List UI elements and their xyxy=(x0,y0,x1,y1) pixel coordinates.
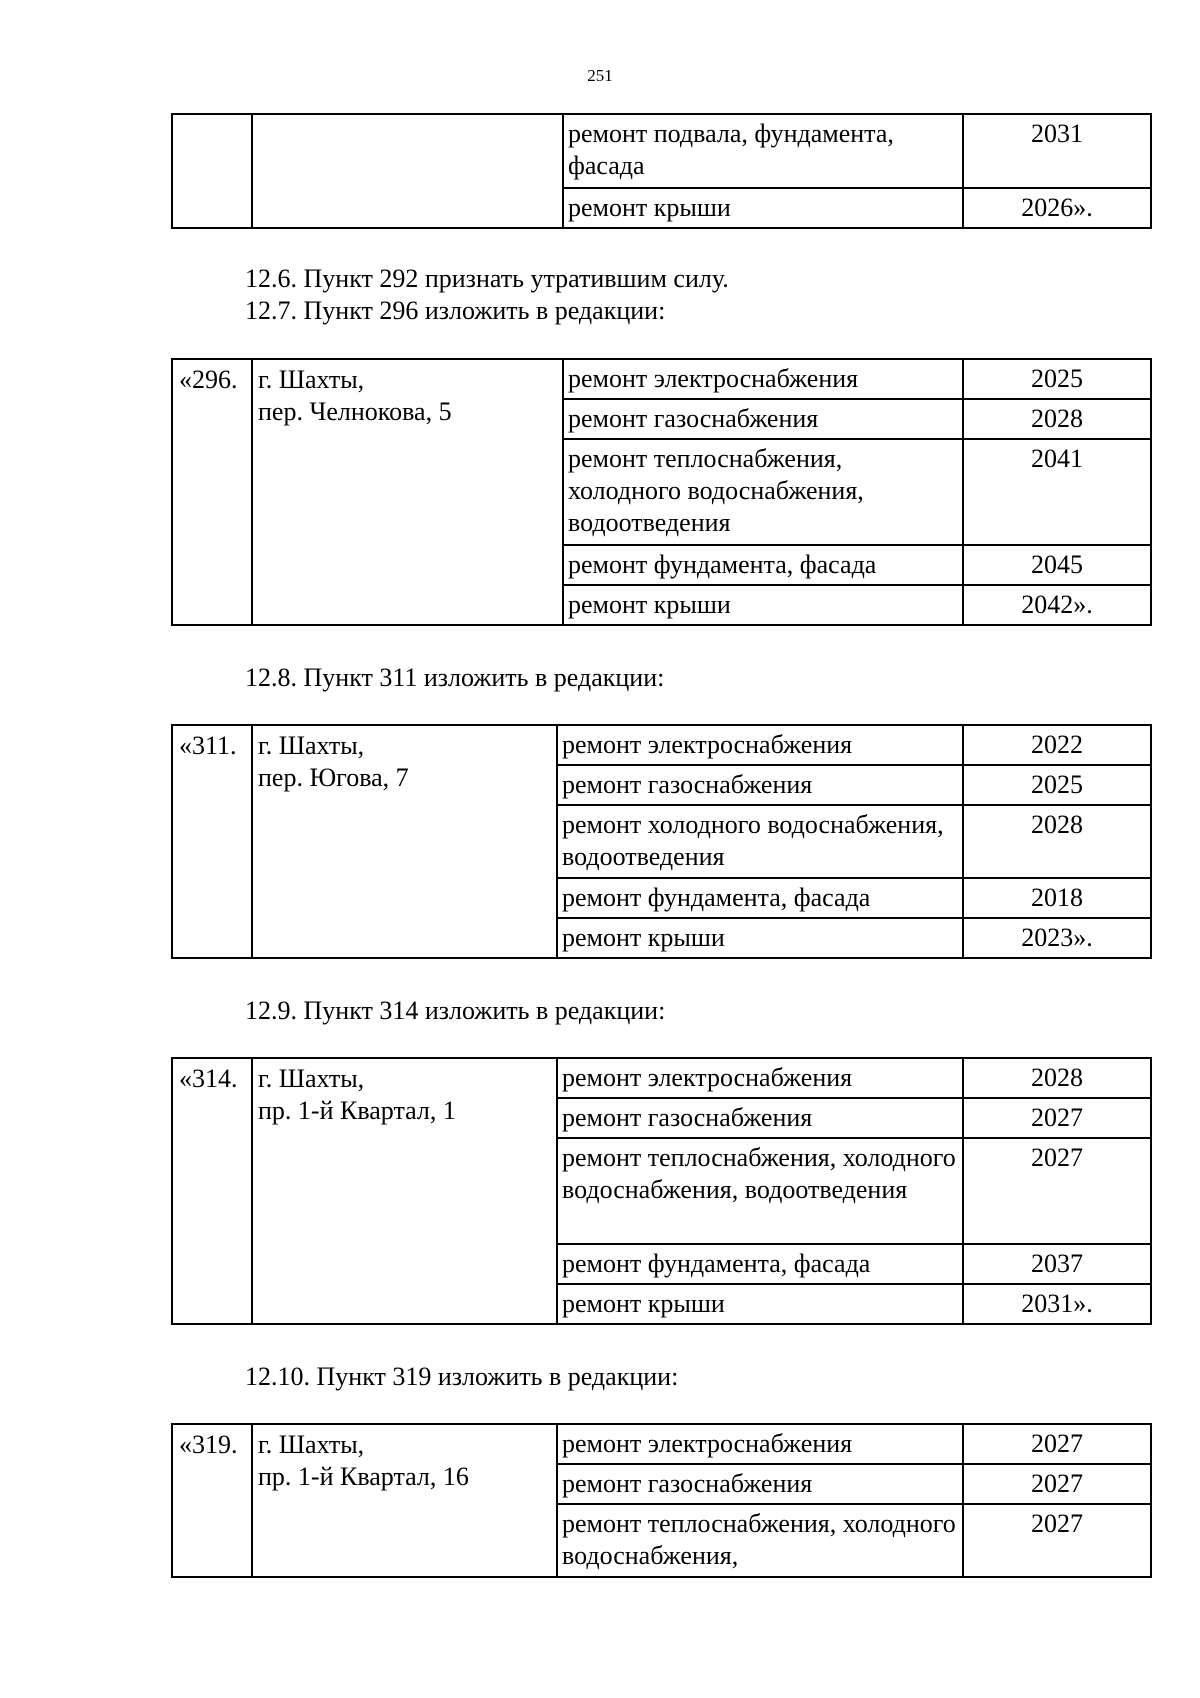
table-row xyxy=(172,359,1151,399)
address-city: г. Шахты, xyxy=(258,365,365,394)
address-street: пр. 1-й Квартал, 1 xyxy=(258,1096,456,1125)
work-cell: ремонт крыши xyxy=(557,1284,963,1324)
table-row xyxy=(172,1058,1151,1098)
year-cell: 2031 xyxy=(963,114,1151,188)
year-cell: 2045 xyxy=(963,545,1151,585)
address-city: г. Шахты, xyxy=(258,731,365,760)
paragraph-12-7: 12.7. Пункт 296 изложить в редакции: xyxy=(245,296,666,325)
year-cell: 2031». xyxy=(963,1284,1151,1324)
work-cell: ремонт газоснабжения xyxy=(563,399,963,439)
work-cell: ремонт электроснабжения xyxy=(557,1424,963,1464)
table-item-319 xyxy=(171,1423,1152,1578)
year-cell: 2027 xyxy=(963,1138,1151,1244)
address-cell xyxy=(252,1058,557,1324)
work-cell: ремонт фундамента, фасада xyxy=(557,1244,963,1284)
address-street: пер. Югова, 7 xyxy=(258,763,409,792)
paragraph-12-6: 12.6. Пункт 292 признать утратившим силу. xyxy=(245,264,729,293)
year-cell: 2018 xyxy=(963,878,1151,918)
work-cell: ремонт электроснабжения xyxy=(557,725,963,765)
work-cell: ремонт фундамента, фасада xyxy=(563,545,963,585)
year-cell: 2028 xyxy=(963,399,1151,439)
year-cell: 2025 xyxy=(963,359,1151,399)
address-street: пр. 1-й Квартал, 16 xyxy=(258,1462,469,1491)
work-cell: ремонт крыши xyxy=(563,188,963,228)
year-cell: 2041 xyxy=(963,439,1151,545)
address-city: г. Шахты, xyxy=(258,1064,365,1093)
work-cell: ремонт фундамента, фасада xyxy=(557,878,963,918)
year-cell: 2022 xyxy=(963,725,1151,765)
year-cell: 2037 xyxy=(963,1244,1151,1284)
item-number xyxy=(172,114,252,228)
year-cell: 2027 xyxy=(963,1504,1151,1577)
year-cell: 2023». xyxy=(963,918,1151,958)
address-cell xyxy=(252,114,563,228)
address-city: г. Шахты, xyxy=(258,1430,365,1459)
work-cell: ремонт крыши xyxy=(557,918,963,958)
paragraph-12-10: 12.10. Пункт 319 изложить в редакции: xyxy=(245,1362,679,1391)
work-cell: ремонт холодного водоснабжения, водоотведения xyxy=(557,805,963,878)
work-cell: ремонт крыши xyxy=(563,585,963,625)
page-number: 251 xyxy=(587,66,613,85)
table-row xyxy=(172,1424,1151,1464)
year-cell: 2027 xyxy=(963,1098,1151,1138)
work-cell: ремонт электроснабжения xyxy=(557,1058,963,1098)
work-cell: ремонт теплоснабжения, холодного водоснабжения, водоотведения xyxy=(557,1138,963,1244)
paragraph-12-9: 12.9. Пункт 314 изложить в редакции: xyxy=(245,996,666,1025)
year-cell: 2027 xyxy=(963,1424,1151,1464)
work-cell: ремонт газоснабжения xyxy=(557,1464,963,1504)
paragraph-12-8: 12.8. Пункт 311 изложить в редакции: xyxy=(245,663,665,692)
work-cell: ремонт электроснабжения xyxy=(563,359,963,399)
address-cell xyxy=(252,725,557,958)
year-cell: 2028 xyxy=(963,805,1151,878)
table-item-296 xyxy=(171,358,1152,626)
table-item-314 xyxy=(171,1057,1152,1325)
year-cell: 2026». xyxy=(963,188,1151,228)
year-cell: 2042». xyxy=(963,585,1151,625)
item-number: «311. xyxy=(172,725,252,958)
year-cell: 2027 xyxy=(963,1464,1151,1504)
address-cell xyxy=(252,1424,557,1577)
year-cell: 2025 xyxy=(963,765,1151,805)
address-cell xyxy=(252,359,563,625)
address-street: пер. Челнокова, 5 xyxy=(258,397,452,426)
table-continued xyxy=(171,113,1152,229)
item-number: «296. xyxy=(172,359,252,625)
work-cell: ремонт теплоснабжения, холодного водоснабжения, водоотведения xyxy=(563,439,963,545)
year-cell: 2028 xyxy=(963,1058,1151,1098)
work-cell: ремонт подвала, фундамента, фасада xyxy=(563,114,963,188)
item-number: «314. xyxy=(172,1058,252,1324)
item-number: «319. xyxy=(172,1424,252,1577)
work-cell: ремонт газоснабжения xyxy=(557,1098,963,1138)
work-cell: ремонт газоснабжения xyxy=(557,765,963,805)
table-item-311 xyxy=(171,724,1152,959)
table-row xyxy=(172,114,1151,188)
work-cell: ремонт теплоснабжения, холодного водоснабжения, xyxy=(557,1504,963,1577)
table-row xyxy=(172,725,1151,765)
